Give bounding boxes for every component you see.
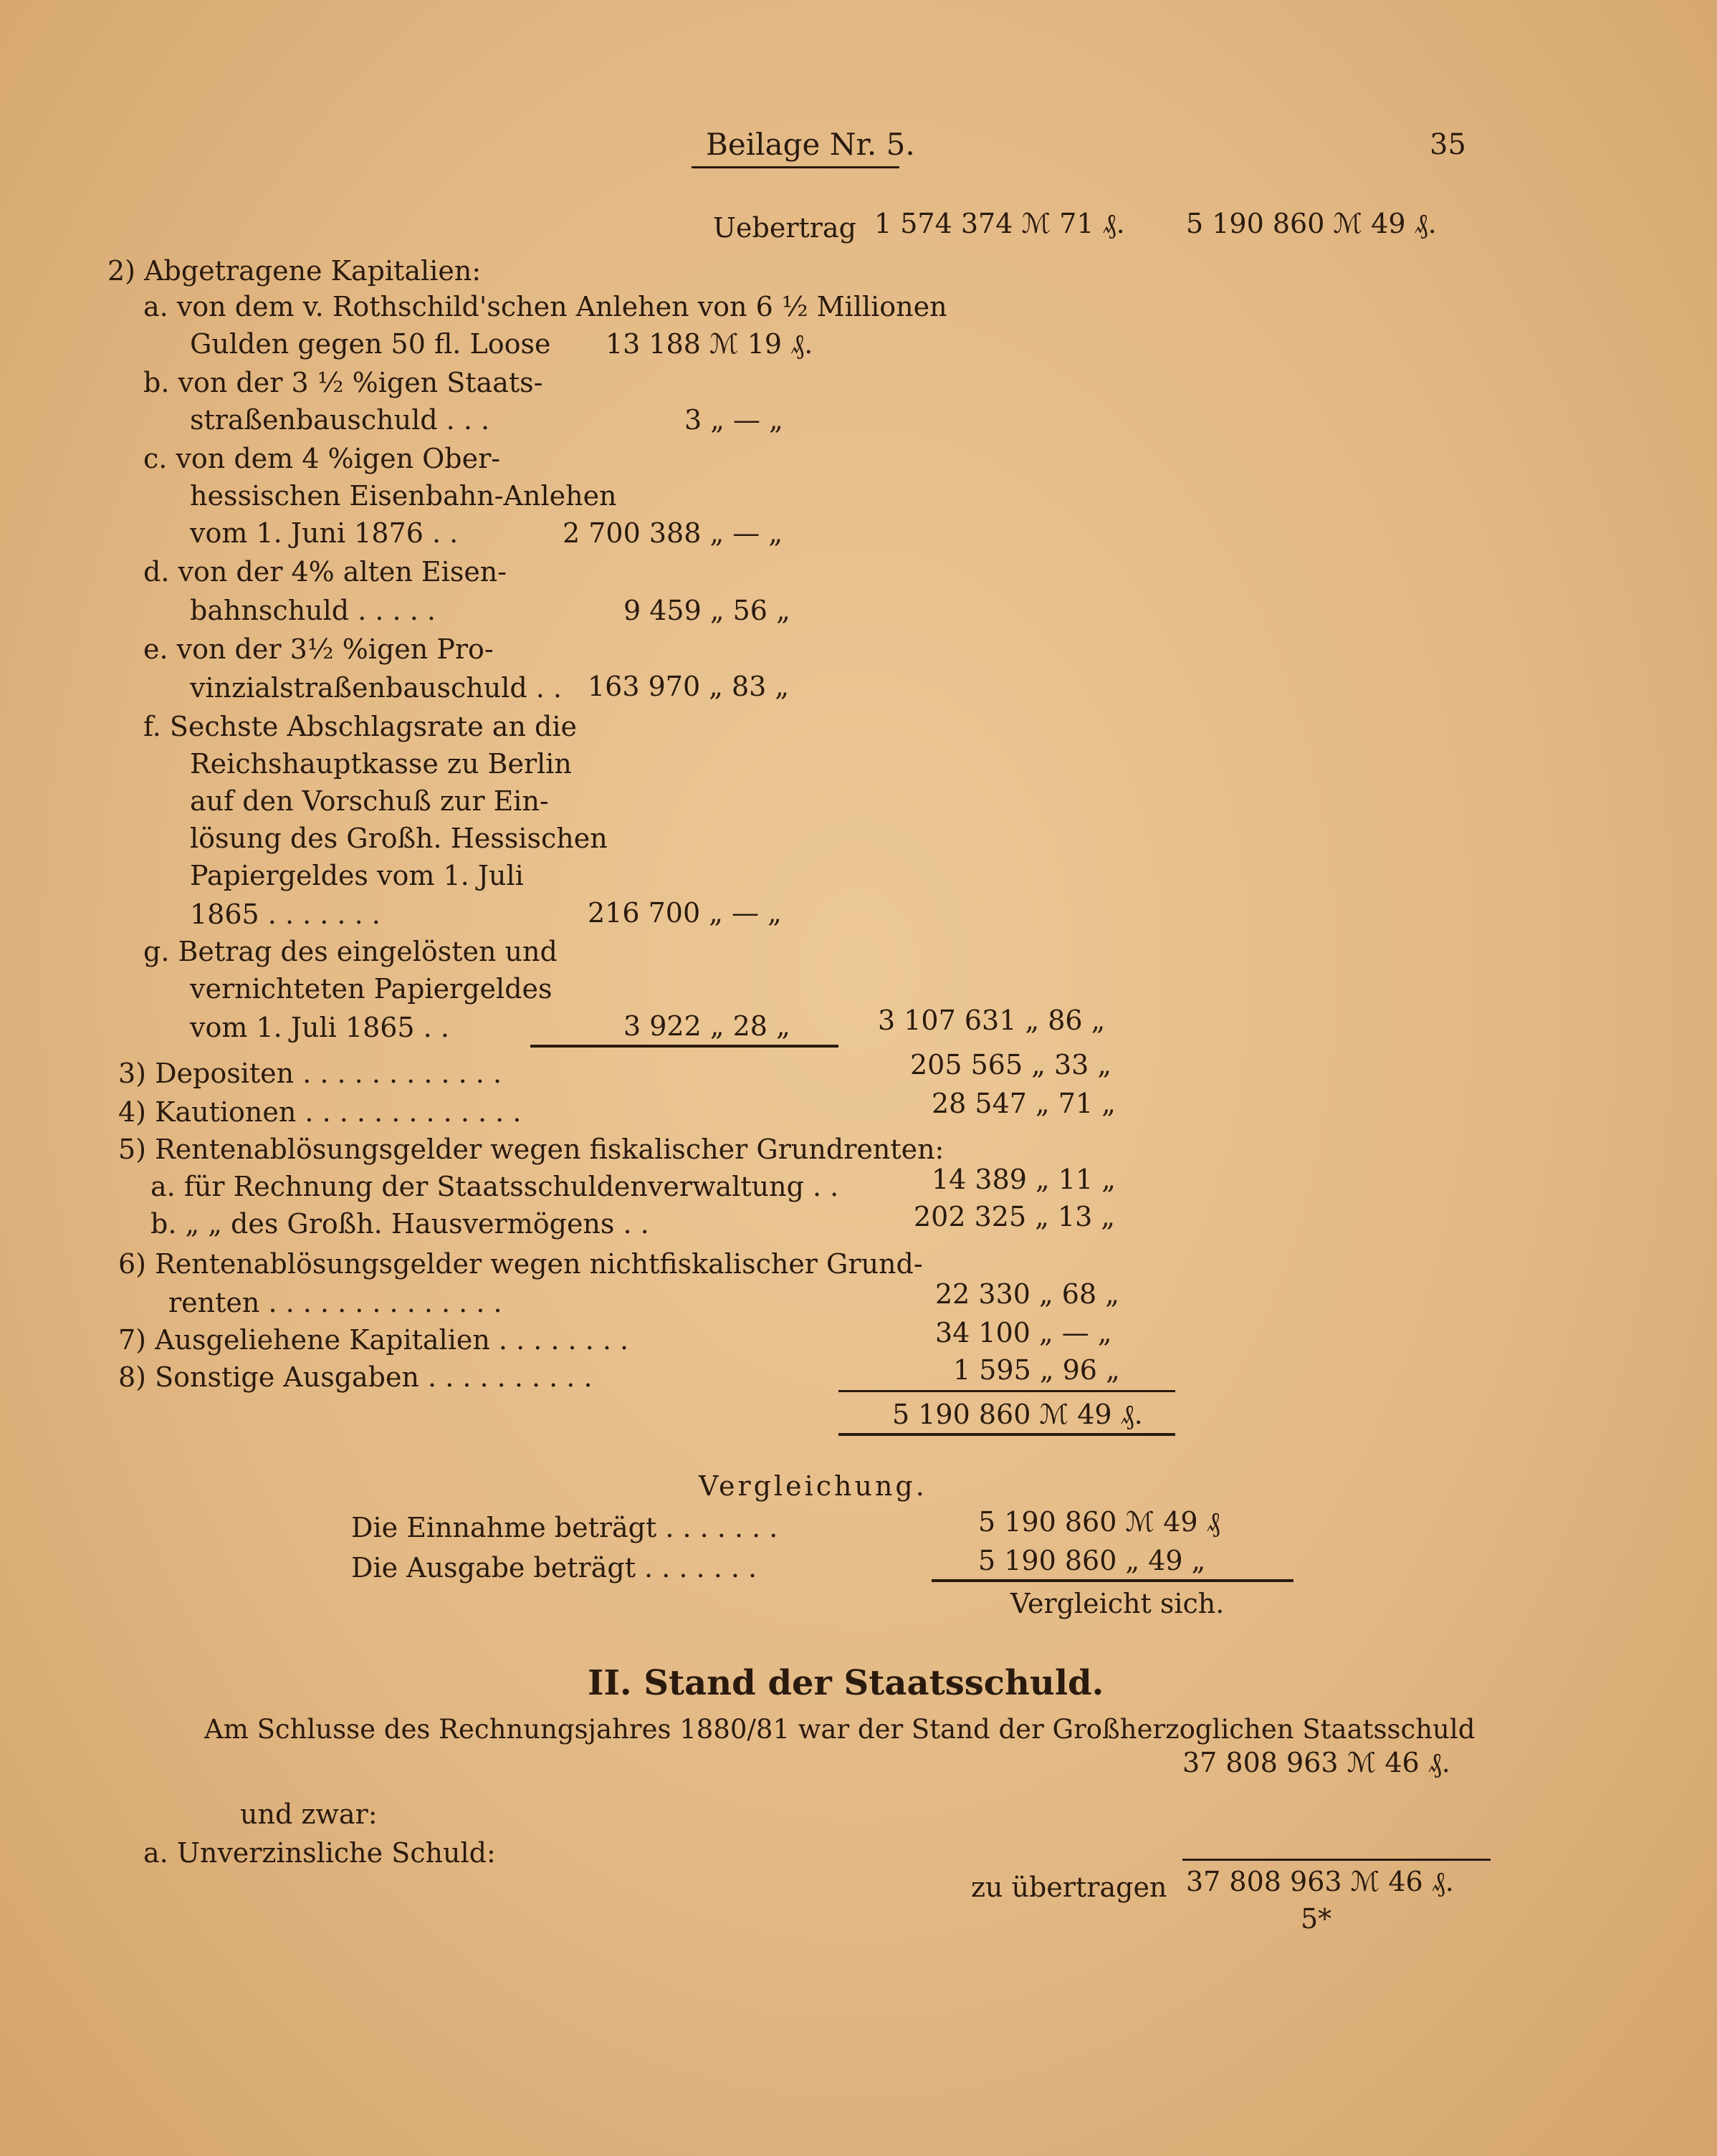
item-2c-amount: 2 700 388 „ — „ — [563, 517, 783, 549]
item-3-amount: 205 565 „ 33 „ — [910, 1049, 1112, 1081]
item-2d-line1: d. von der 4% alten Eisen- — [143, 556, 507, 588]
staatsschuld-amount: 37 808 963 ℳ 46 ₰. — [1182, 1747, 1450, 1778]
vergleichung-rule — [932, 1579, 1293, 1582]
item-2f-amount: 216 700 „ — „ — [588, 897, 782, 929]
uebertrag-amount-2: 5 190 860 ℳ 49 ₰. — [1186, 208, 1437, 239]
item-8-amount: 1 595 „ 96 „ — [953, 1354, 1120, 1386]
item-2f-line1: f. Sechste Abschlagsrate an die — [143, 711, 577, 742]
section-2-total: 3 107 631 „ 86 „ — [878, 1005, 1106, 1036]
page-header-title: Beilage Nr. 5. — [706, 127, 915, 162]
staatsschuld-text: Am Schlusse des Rechnungsjahres 1880/81 war der Stand der Großherzoglichen Staatsschuld — [204, 1714, 1476, 1745]
item-7-amount: 34 100 „ — „ — [935, 1317, 1112, 1348]
item-2c-line2: hessischen Eisenbahn-Anlehen — [190, 480, 617, 512]
carry-label: zu übertragen — [971, 1872, 1167, 1903]
item-2g-line1: g. Betrag des eingelösten und — [143, 936, 558, 967]
item-2f-line5: Papiergeldes vom 1. Juli — [190, 860, 524, 891]
carry-rule — [1182, 1859, 1491, 1861]
section-ii-heading: II. Stand der Staatsschuld. — [588, 1663, 1104, 1703]
item-6-label-line2: renten . . . . . . . . . . . . . . — [168, 1287, 502, 1318]
item-5a-label: a. für Rechnung der Staatsschuldenverwaltung . . — [150, 1171, 839, 1202]
section-2-heading: 2) Abgetragene Kapitalien: — [107, 255, 482, 287]
item-8-label: 8) Sonstige Ausgaben . . . . . . . . . . — [118, 1361, 593, 1393]
item-5a-amount: 14 389 „ 11 „ — [932, 1164, 1116, 1195]
ausgabe-label: Die Ausgabe beträgt . . . . . . . — [351, 1552, 757, 1584]
item-4-amount: 28 547 „ 71 „ — [932, 1088, 1116, 1119]
item-2g-amount: 3 922 „ 28 „ — [623, 1010, 790, 1042]
uebertrag-amount-1: 1 574 374 ℳ 71 ₰. — [874, 208, 1125, 239]
item-2g-line3: vom 1. Juli 1865 . . — [190, 1012, 449, 1043]
item-2e-line2: vinzialstraßenbauschuld . . — [190, 672, 562, 704]
item-2f-line2: Reichshauptkasse zu Berlin — [190, 748, 572, 780]
carry-amount: 37 808 963 ℳ 46 ₰. — [1186, 1866, 1454, 1897]
item-2b-line1: b. von der 3 ½ %igen Staats- — [143, 367, 543, 398]
item-6-amount: 22 330 „ 68 „ — [935, 1278, 1119, 1310]
item-2b-amount: 3 „ — „ — [684, 404, 783, 436]
item-2e-amount: 163 970 „ 83 „ — [588, 671, 790, 702]
item-6-label-line1: 6) Rentenablösungsgelder wegen nichtfiskalischer Grund- — [118, 1248, 923, 1280]
vergleichung-heading: Vergleichung. — [699, 1470, 927, 1502]
page-number: 35 — [1430, 128, 1466, 161]
total-rule-top — [838, 1390, 1175, 1392]
item-5-label: 5) Rentenablösungsgelder wegen fiskalischer Grundrenten: — [118, 1134, 944, 1165]
einnahme-amount: 5 190 860 ℳ 49 ₰ — [978, 1506, 1220, 1538]
unverzinsliche-schuld-label: a. Unverzinsliche Schuld: — [143, 1837, 496, 1869]
item-2e-line1: e. von der 3½ %igen Pro- — [143, 633, 494, 665]
vergleichung-result: Vergleicht sich. — [1010, 1588, 1225, 1619]
ausgabe-amount: 5 190 860 „ 49 „ — [978, 1545, 1206, 1576]
item-2f-line6: 1865 . . . . . . . — [190, 899, 381, 930]
header-underline — [692, 166, 899, 168]
item-5b-label: b. „ „ des Großh. Hausvermögens . . — [150, 1208, 649, 1240]
item-4-label: 4) Kautionen . . . . . . . . . . . . . — [118, 1096, 522, 1128]
item-2g-line2: vernichteten Papiergeldes — [190, 973, 553, 1005]
total-rule-bottom — [838, 1433, 1175, 1436]
subtotal-rule — [530, 1045, 838, 1048]
uebertrag-label: Uebertrag — [713, 212, 856, 244]
item-2a-amount: 13 188 ℳ 19 ₰. — [606, 328, 813, 360]
item-5b-amount: 202 325 „ 13 „ — [914, 1201, 1116, 1232]
item-2f-line3: auf den Vorschuß zur Ein- — [190, 785, 549, 817]
item-3-label: 3) Depositen . . . . . . . . . . . . — [118, 1058, 502, 1089]
item-7-label: 7) Ausgeliehene Kapitalien . . . . . . . . — [118, 1324, 629, 1356]
einnahme-label: Die Einnahme beträgt . . . . . . . — [351, 1512, 778, 1543]
item-2d-line2: bahnschuld . . . . . — [190, 595, 436, 626]
grand-total: 5 190 860 ℳ 49 ₰. — [892, 1399, 1143, 1430]
item-2d-amount: 9 459 „ 56 „ — [623, 595, 790, 626]
item-2a-line1: a. von dem v. Rothschild'schen Anlehen von 6 ½ Millionen — [143, 291, 947, 322]
signature-mark: 5* — [1301, 1903, 1332, 1935]
und-zwar: und zwar: — [240, 1798, 378, 1830]
item-2b-line2: straßenbauschuld . . . — [190, 404, 490, 436]
item-2a-line2: Gulden gegen 50 fl. Loose — [190, 328, 551, 360]
item-2f-line4: lösung des Großh. Hessischen — [190, 823, 608, 854]
item-2c-line3: vom 1. Juni 1876 . . — [190, 517, 459, 549]
item-2c-line1: c. von dem 4 %igen Ober- — [143, 443, 501, 474]
